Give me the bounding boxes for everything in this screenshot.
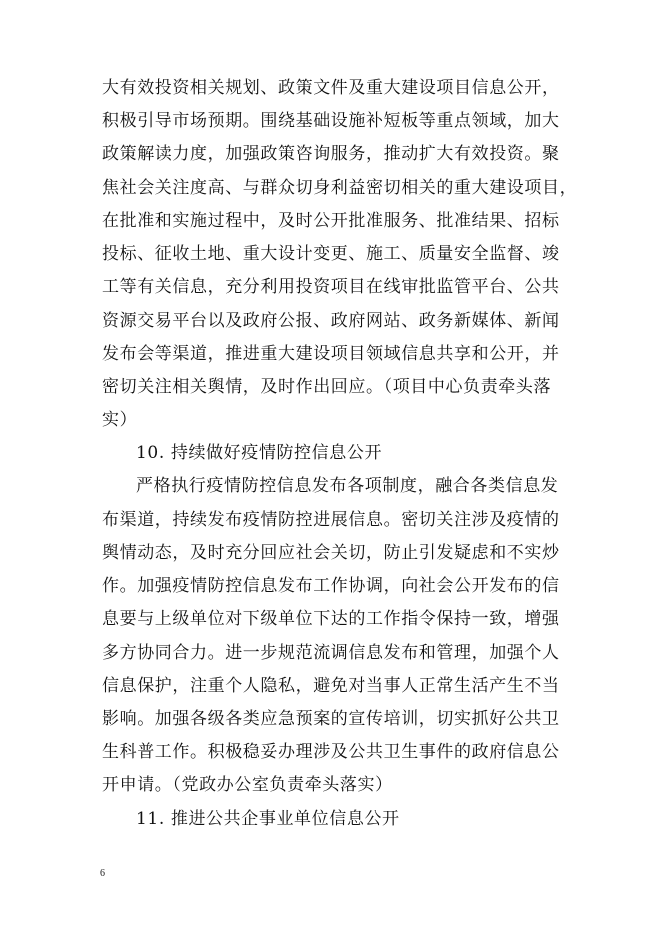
body-text-line: 发布会等渠道，推进重大建设项目领域信息共享和公开，并 — [102, 344, 560, 364]
body-text-line: 资源交易平台以及政府公报、政府网站、政务新媒体、新闻 — [102, 311, 560, 331]
body-text-line: 在批准和实施过程中，及时公开批准服务、批准结果、招标 — [102, 211, 560, 231]
body-text-line: 严格执行疫情防控信息发布各项制度，融合各类信息发 — [136, 476, 559, 496]
body-text-line: 工等有关信息，充分利用投资项目在线审批监管平台、公共 — [102, 277, 560, 297]
body-text-line: 大有效投资相关规划、政策文件及重大建设项目信息公开， — [102, 78, 560, 98]
section-heading: 11. 推进公共企事业单位信息公开 — [136, 809, 400, 829]
body-text-line: 多方协同合力。进一步规范流调信息发布和管理，加强个人 — [102, 643, 560, 663]
section-heading: 10. 持续做好疫情防控信息公开 — [136, 443, 383, 463]
body-text-line: 布渠道，持续发布疫情防控进展信息。密切关注涉及疫情的 — [102, 510, 560, 530]
body-text-line: 投标、征收土地、重大设计变更、施工、质量安全监督、竣 — [102, 244, 560, 264]
body-text-line: 影响。加强各级各类应急预案的宣传培训，切实抓好公共卫 — [102, 709, 560, 729]
body-text-line: 焦社会关注度高、与群众切身利益密切相关的重大建设项目， — [102, 178, 578, 198]
body-text-line: 实） — [102, 410, 138, 430]
body-text-line: 息要与上级单位对下级单位下达的工作指令保持一致，增强 — [102, 609, 560, 629]
body-text-line: 开申请。（党政办公室负责牵头落实） — [102, 775, 393, 795]
body-text-line: 生科普工作。积极稳妥办理涉及公共卫生事件的政府信息公 — [102, 742, 560, 762]
body-text-line: 舆情动态，及时充分回应社会关切，防止引发疑虑和不实炒 — [102, 543, 560, 563]
body-text-line: 政策解读力度，加强政策咨询服务，推动扩大有效投资。聚 — [102, 144, 560, 164]
page-number: 6 — [100, 868, 105, 879]
body-text-line: 密切关注相关舆情，及时作出回应。（项目中心负责牵头落 — [102, 377, 552, 397]
body-text-line: 积极引导市场预期。围绕基础设施补短板等重点领域，加大 — [102, 111, 560, 131]
body-text-line: 信息保护，注重个人隐私，避免对当事人正常生活产生不当 — [102, 676, 560, 696]
body-text-line: 作。加强疫情防控信息发布工作协调，向社会公开发布的信 — [102, 576, 560, 596]
